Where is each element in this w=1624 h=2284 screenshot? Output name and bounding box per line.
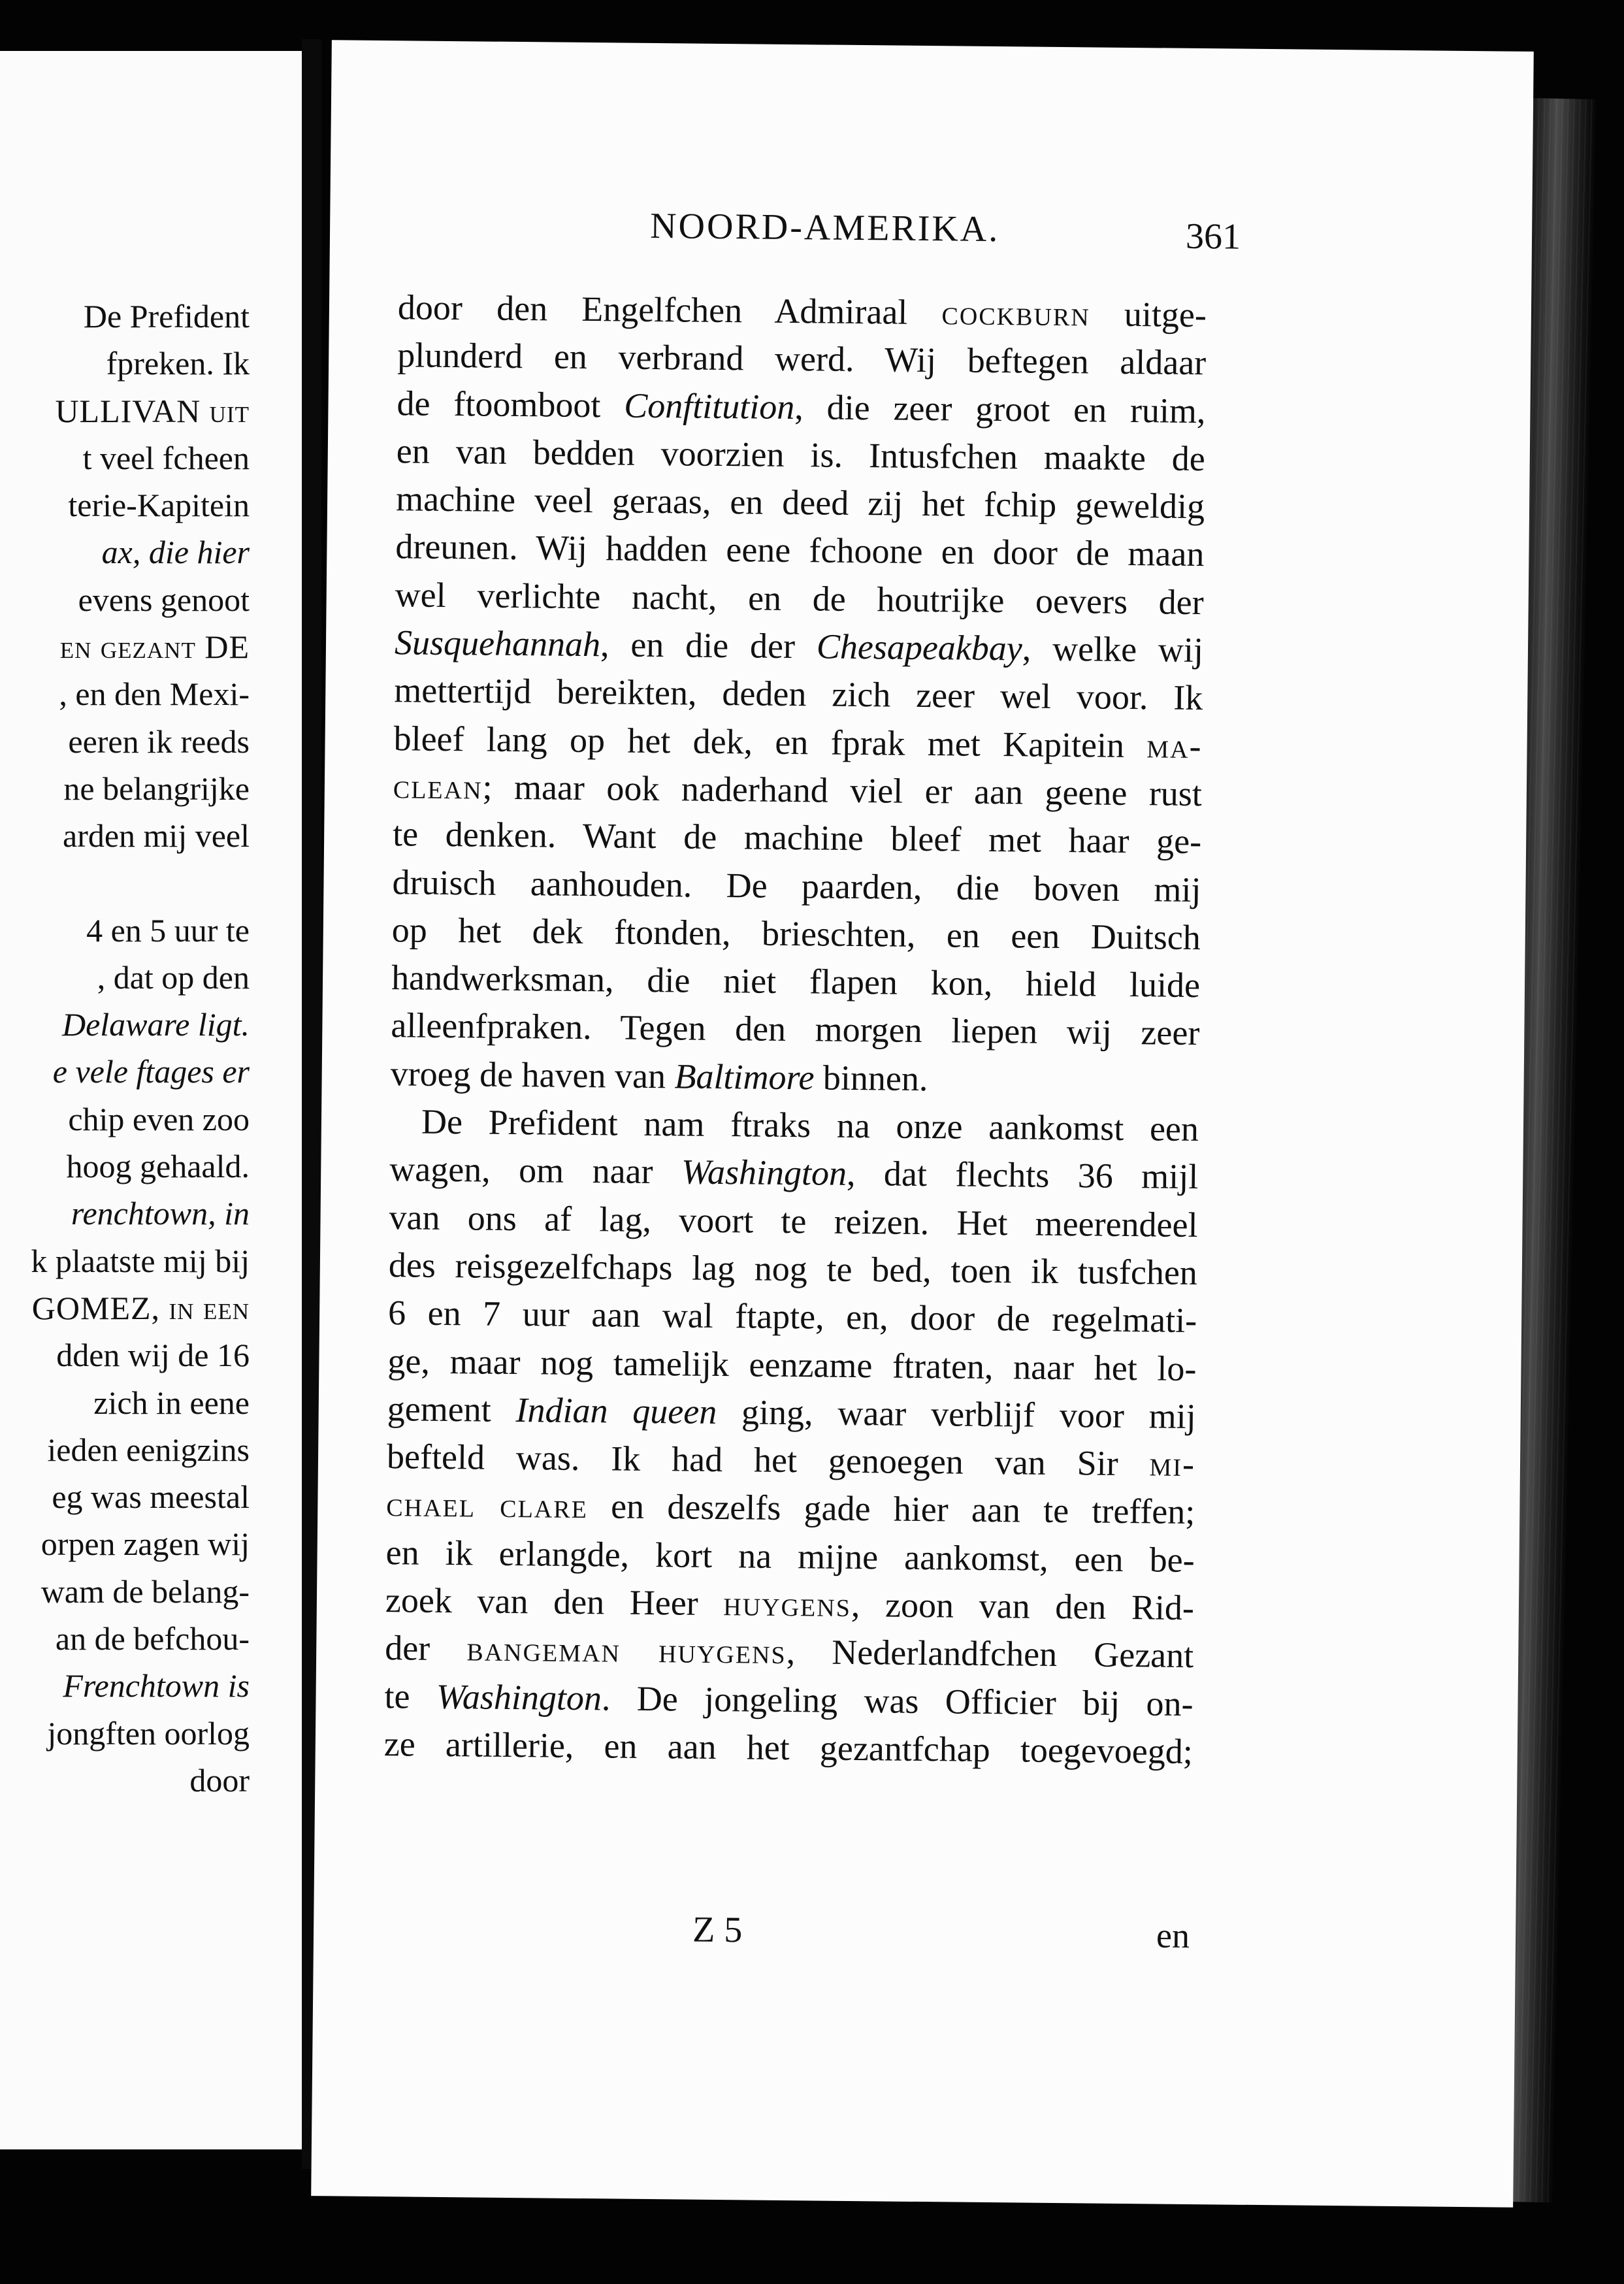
left-page-line: eeren ik reeds (68, 723, 250, 760)
text-run: zoek van den Heer (385, 1580, 724, 1623)
text-run: op het dek ftonden, brieschten, en een Duitsch (391, 910, 1201, 957)
text-run: ze artillerie, en aan het gezantfchap toegevoegd; (383, 1724, 1194, 1771)
text-run: te (384, 1676, 437, 1716)
small-caps-name: bangeman huygens (466, 1629, 787, 1672)
left-page-line: dden wij de 16 (56, 1337, 250, 1374)
text-run: bleef lang op het dek, en fprak met Kapitein (393, 718, 1147, 765)
text-line (385, 1576, 1195, 1632)
left-page-line: en gezant DE (59, 628, 250, 666)
text-line (398, 284, 1207, 339)
small-caps-name: huygens (723, 1584, 852, 1625)
text-line (397, 380, 1206, 435)
left-page-line: door (189, 1761, 250, 1799)
text-run: ging, waar verblijf voor mij (716, 1392, 1197, 1436)
left-page-line: k plaatste mij bij (31, 1242, 250, 1279)
left-page-line: GOMEZ, in een (31, 1289, 250, 1326)
text-run: en deszelfs gade hier aan te treffen; (587, 1486, 1195, 1532)
text-line (388, 1289, 1197, 1345)
left-page-line: jongften oorlog (47, 1714, 250, 1752)
small-caps-name: ma- (1146, 725, 1203, 766)
text-run: befteld was. Ik had het genoegen van Sir (386, 1437, 1150, 1484)
text-run: des reisgezelfchaps lag nog te bed, toen ik tusfchen (388, 1245, 1198, 1292)
left-page-line: renchtown, in (71, 1195, 250, 1232)
left-page-line: eg was meestal (52, 1478, 250, 1516)
text-run: handwerksman, die niet flapen kon, hield luide (391, 958, 1201, 1005)
text-line (387, 1433, 1196, 1488)
italic-run: Susquehannah (394, 623, 601, 664)
text-line (395, 523, 1205, 579)
text-run: , welke wij (1022, 628, 1204, 670)
page-number: 361 (1185, 216, 1241, 257)
left-page-line: Delaware ligt. (61, 1006, 250, 1043)
text-line (393, 715, 1203, 770)
left-page-text (0, 293, 250, 1804)
text-run: de ftoomboot (397, 383, 625, 425)
text-line (397, 332, 1207, 387)
text-run: der (384, 1628, 467, 1669)
text-line (393, 810, 1202, 866)
left-page-line: e vele ftages er (52, 1053, 250, 1090)
text-run: alleenfpraken. Tegen den morgen liepen wij zeer (391, 1005, 1200, 1053)
text-run: uitge- (1090, 294, 1207, 335)
body-text (383, 284, 1207, 1776)
left-page (0, 51, 302, 2149)
right-page (311, 40, 1534, 2208)
text-run: , Nederlandfchen Gezant (786, 1632, 1194, 1676)
text-run: door den Engelfchen Admiraal (397, 287, 942, 333)
left-page-line: arden mij veel (63, 817, 250, 855)
text-run: , zoon van den Rid- (851, 1585, 1195, 1628)
text-run: plunderd en verbrand werd. Wij beftegen aldaar (397, 335, 1207, 383)
text-line (387, 1337, 1197, 1393)
left-page-line: evens genoot (78, 581, 250, 618)
text-line (395, 619, 1204, 674)
left-page-line: t veel fcheen (82, 439, 250, 476)
text-run: , dat flechts 36 mijl (846, 1154, 1199, 1197)
left-page-line: , dat op den (97, 958, 250, 996)
text-line (389, 1194, 1198, 1249)
small-caps-name: cockburn (941, 293, 1091, 334)
text-line (385, 1529, 1195, 1584)
text-run: wel verlichte nacht, en de houtrijke oevers der (395, 574, 1204, 622)
text-run: mettertijd bereikten, deden zich zeer wel voor. Ik (394, 670, 1203, 718)
text-run: druisch aanhouden. De paarden, die boven mij (392, 862, 1201, 909)
text-run: te denken. Want de machine bleef met haar ge- (392, 814, 1202, 862)
text-line (391, 1002, 1200, 1058)
left-page-line (0, 860, 250, 907)
text-run: . De jongeling was Officier bij on- (601, 1678, 1194, 1723)
text-run: ge, maar nog tamelijk eenzame ftraten, naar het lo- (387, 1341, 1197, 1388)
catchword: en (1156, 1916, 1190, 1955)
left-page-line: 4 en 5 uur te (86, 911, 250, 949)
text-line (396, 475, 1205, 530)
text-run: binnen. (814, 1058, 928, 1098)
text-line (391, 954, 1201, 1009)
left-page-line: ne belangrijke (63, 770, 250, 807)
italic-run: Conftitution (623, 385, 795, 427)
text-run: , die zeer groot en ruim, (794, 387, 1206, 431)
page-header (330, 202, 1533, 266)
left-page-line: ULLIVAN uit (55, 392, 250, 429)
text-line (390, 1098, 1199, 1153)
left-page-line: an de befchou- (55, 1620, 250, 1657)
text-line (389, 1241, 1198, 1297)
left-page-line: zich in eene (93, 1384, 250, 1421)
text-line (391, 906, 1201, 962)
text-run: vroeg de haven van (390, 1053, 675, 1096)
italic-run: Washington (436, 1676, 602, 1718)
text-run: en van bedden voorzien is. Intusfchen maakte de (396, 431, 1206, 478)
text-run: 6 en 7 uur aan wal ftapte, en, door de regelmati- (387, 1293, 1197, 1341)
text-line (385, 1624, 1194, 1680)
text-run: machine veel geraas, en deed zij het fchip geweldig (395, 479, 1205, 527)
left-page-line: , en den Mexi- (59, 676, 250, 713)
left-page-line: fpreken. Ik (106, 345, 250, 382)
text-line (396, 427, 1205, 483)
small-caps-name: mi- (1149, 1444, 1196, 1484)
italic-run: Chesapeakbay (816, 627, 1023, 668)
text-line (386, 1481, 1195, 1537)
text-run: wagen, om naar (389, 1149, 682, 1192)
left-page-line: ieden eenigzins (47, 1431, 250, 1468)
left-page-line: terie-Kapitein (68, 487, 250, 524)
left-page-line: ax, die hier (101, 534, 250, 571)
italic-run: Washington (681, 1152, 847, 1194)
text-line (393, 762, 1203, 818)
text-line (394, 667, 1203, 723)
text-line (390, 1050, 1199, 1105)
left-page-line: chip even zoo (68, 1100, 250, 1137)
text-line (395, 571, 1204, 627)
text-run: , en die der (600, 625, 817, 666)
text-run: van ons af lag, voort te reizen. Het meerendeel (389, 1197, 1198, 1245)
left-page-line: orpen zagen wij (41, 1525, 250, 1563)
signature-mark: Z 5 (692, 1909, 743, 1951)
text-run: dreunen. Wij hadden eene fchoone en door de maan (395, 527, 1205, 574)
text-run: ; maar ook naderhand viel er aan geene rust (482, 767, 1203, 814)
left-page-line: De Prefident (83, 298, 250, 334)
text-line (383, 1720, 1193, 1776)
text-line (384, 1672, 1194, 1728)
italic-run: Indian queen (515, 1390, 717, 1431)
left-page-line: wam de belang- (41, 1573, 250, 1610)
text-run: en ik erlangde, kort na mijne aankomst, een be- (385, 1532, 1195, 1580)
left-page-line: hoog gehaald. (66, 1148, 250, 1185)
text-line (392, 858, 1201, 914)
text-run: gement (387, 1388, 516, 1429)
text-line (389, 1146, 1199, 1201)
italic-run: Baltimore (674, 1056, 815, 1098)
small-caps-name: chael clare (386, 1484, 589, 1526)
text-run: De Prefident nam ftraks na onze aankomst een (421, 1101, 1199, 1149)
text-line (387, 1385, 1196, 1441)
running-title: NOORD-AMERIKA. (649, 205, 1000, 250)
small-caps-name: clean (393, 766, 483, 807)
left-page-line: Frenchtown is (63, 1667, 250, 1705)
